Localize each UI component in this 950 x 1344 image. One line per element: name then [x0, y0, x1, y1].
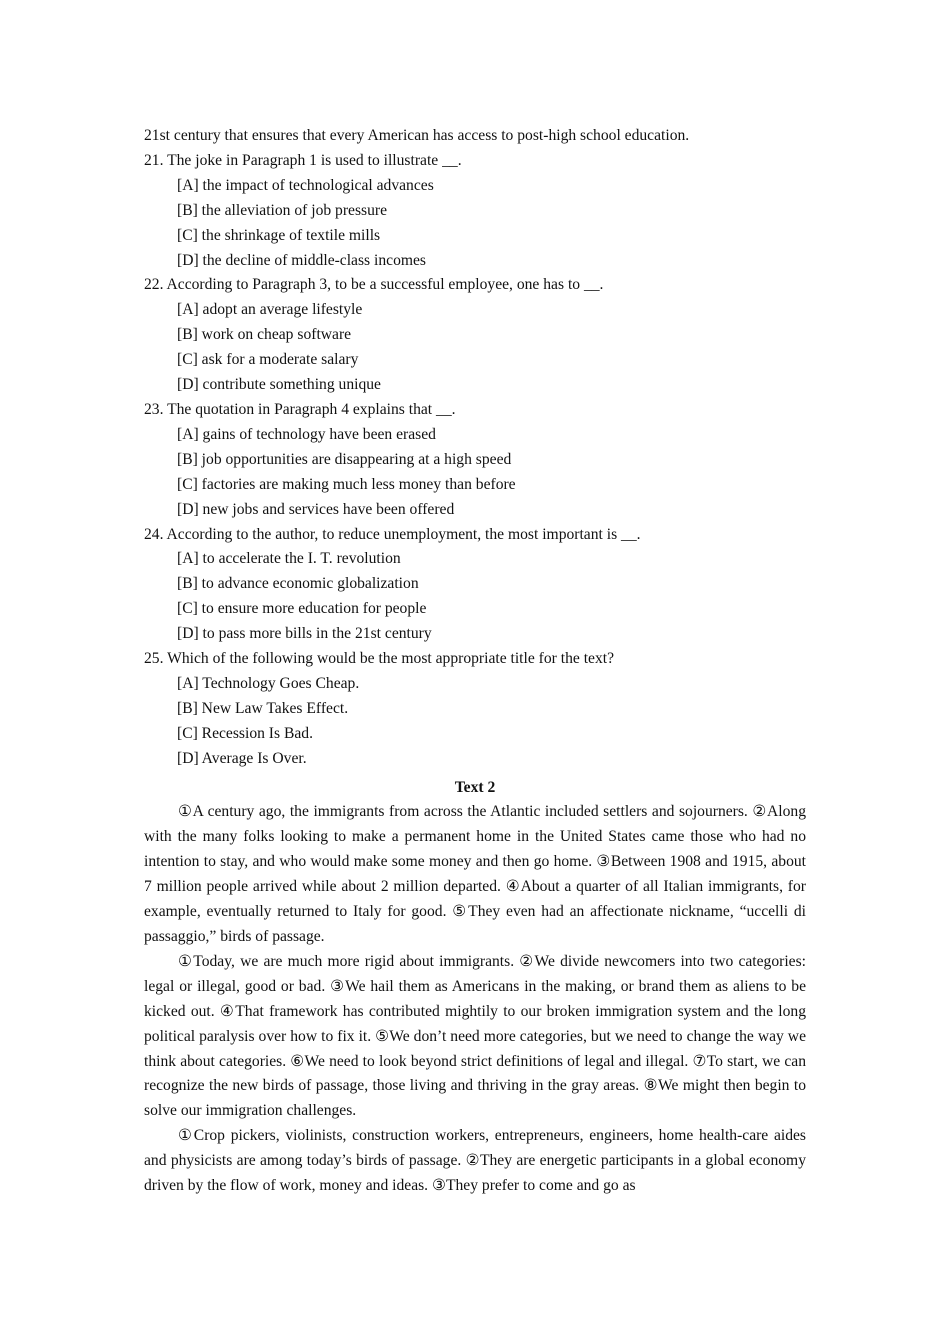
option-c: [C] the shrinkage of textile mills	[177, 226, 381, 244]
option-c: [C] ask for a moderate salary	[177, 351, 359, 369]
option-a: [A] to accelerate the I. T. revolution	[177, 550, 401, 568]
option-d: [D] new jobs and services have been offered	[177, 500, 455, 518]
question-22	[144, 273, 806, 398]
text2-paragraph-1: ①A century ago, the immigrants from across the Atlantic included settlers and sojourners. ②Along with the many folks looking to make a permanent home in the United States came those who had no intention to stay, and who would make some money and then go home. ③Between 1908 and 1915, about 7 million people arrived while about 2 million departed. ④About a quarter of all Italian immigrants, for example, eventually returned to Italy for good. ⑤They even had an affectionate nickname, “uccelli di passaggio,” birds of passage.	[144, 803, 806, 945]
option-b: [B] work on cheap software	[177, 326, 352, 344]
question-stem: 24. According to the author, to reduce unemployment, the most important is __.	[144, 525, 641, 543]
option-b: [B] to advance economic globalization	[177, 575, 419, 593]
question-23	[144, 398, 806, 523]
question-24	[144, 523, 806, 648]
option-c: [C] Recession Is Bad.	[177, 724, 313, 742]
document-page	[144, 124, 806, 1199]
option-d: [D] the decline of middle-class incomes	[177, 251, 426, 269]
question-25	[144, 647, 806, 772]
option-c: [C] factories are making much less money than before	[177, 475, 516, 493]
question-stem: 21. The joke in Paragraph 1 is used to illustrate __.	[144, 151, 462, 169]
option-d: [D] contribute something unique	[177, 376, 381, 394]
option-c: [C] to ensure more education for people	[177, 600, 427, 618]
option-a: [A] gains of technology have been erased	[177, 425, 436, 443]
option-b: [B] New Law Takes Effect.	[177, 699, 349, 717]
option-a: [A] adopt an average lifestyle	[177, 301, 363, 319]
question-stem: 22. According to Paragraph 3, to be a successful employee, one has to __.	[144, 276, 604, 294]
text2-paragraph-3: ①Crop pickers, violinists, construction workers, entrepreneurs, engineers, home health-care aides and physicists are among today’s birds of passage. ②They are energetic participants in a global economy driven by the flow of work, money and ideas. ③They prefer to come and go as	[144, 1127, 806, 1195]
text2-paragraph-2: ①Today, we are much more rigid about immigrants. ②We divide newcomers into two categories: legal or illegal, good or bad. ③We hail them as Americans in the making, or brand them as aliens to be kicked out. ④That framework has contributed mightily to our broken immigration system and the long political paralysis over how to fix it. ⑤We don’t need more categories, but we need to change the way we think about categories. ⑥We need to look beyond strict definitions of legal and illegal. ⑦To start, we can recognize the new birds of passage, those living and thriving in the gray areas. ⑧We might then begin to solve our immigration challenges.	[144, 952, 806, 1120]
option-b: [B] the alleviation of job pressure	[177, 201, 388, 219]
question-stem: 25. Which of the following would be the most appropriate title for the text?	[144, 650, 615, 668]
section-title: Text 2	[454, 778, 496, 796]
option-a: [A] the impact of technological advances	[177, 176, 434, 194]
option-b: [B] job opportunities are disappearing at a high speed	[177, 450, 512, 468]
option-d: [D] Average Is Over.	[177, 749, 307, 767]
intro-line: 21st century that ensures that every American has access to post-high school education.	[144, 127, 690, 144]
question-21	[144, 149, 806, 274]
option-a: [A] Technology Goes Cheap.	[177, 674, 360, 692]
question-stem: 23. The quotation in Paragraph 4 explains that __.	[144, 400, 456, 418]
option-d: [D] to pass more bills in the 21st century	[177, 625, 432, 643]
